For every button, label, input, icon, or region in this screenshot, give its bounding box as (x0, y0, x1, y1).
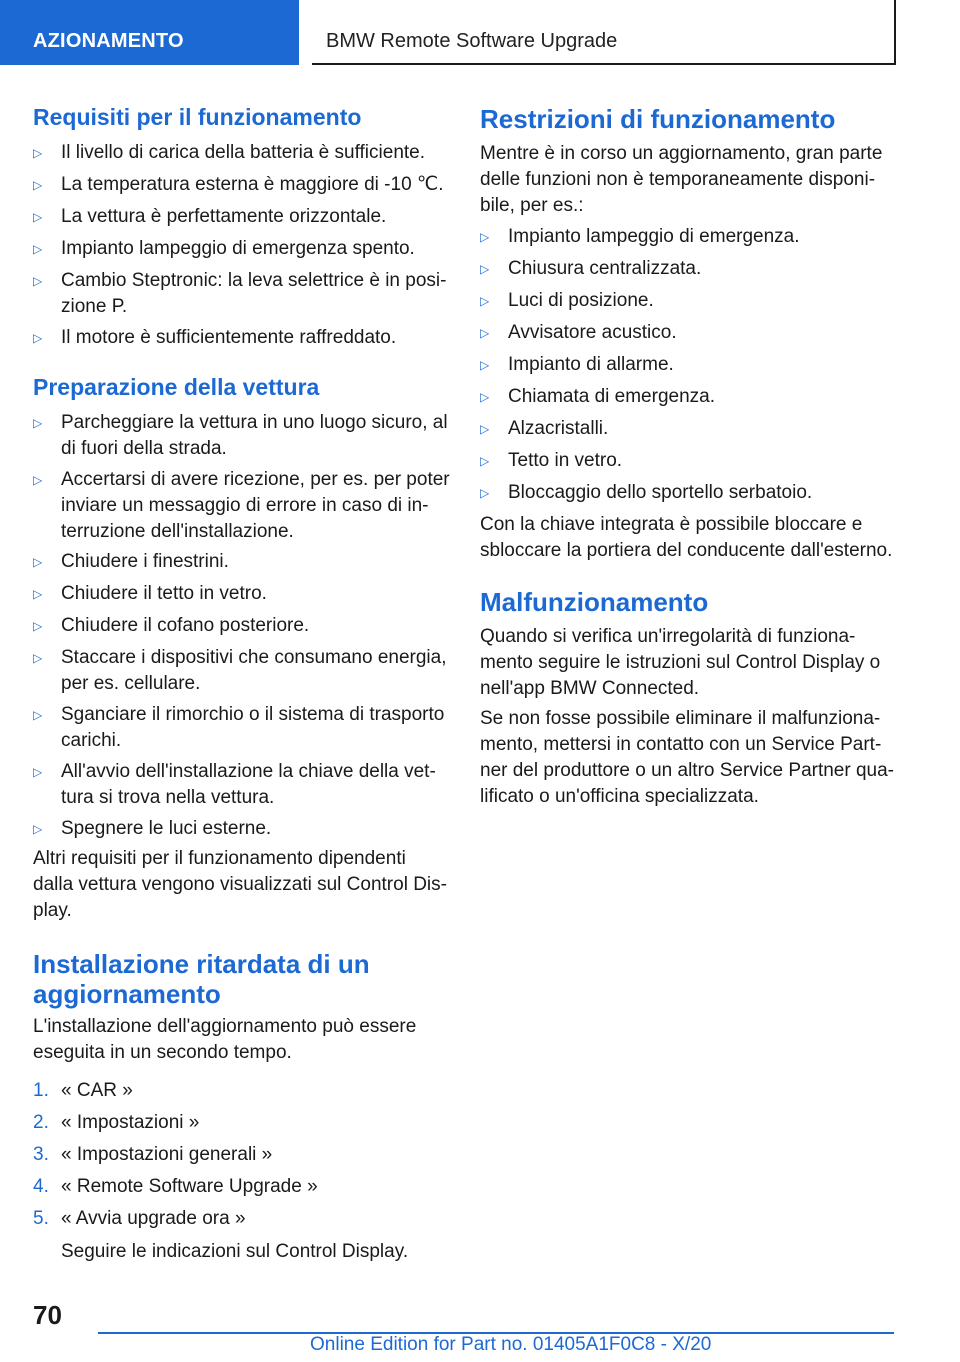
triangle-bullet-icon: ▷ (480, 358, 490, 372)
triangle-bullet-icon: ▷ (33, 178, 43, 192)
triangle-bullet-icon: ▷ (33, 555, 43, 569)
step-item: 1. « CAR » (33, 1080, 133, 1101)
list-item: ▷ All'avvio dell'installazione la chiave della vet‐ tura si trova nella vettura. (33, 761, 436, 808)
list-item: ▷ Chiudere il tetto in vetro. (33, 581, 267, 607)
list-item: ▷ Cambio Steptronic: la leva selettrice è in posi‐ zione P. (33, 270, 447, 317)
step-item: 2. « Impostazioni » (33, 1112, 200, 1133)
triangle-bullet-icon: ▷ (480, 262, 490, 276)
triangle-bullet-icon: ▷ (480, 486, 490, 500)
malfunction-heading: Malfunzionamento (480, 587, 709, 617)
page-number: 70 (33, 1300, 62, 1330)
triangle-bullet-icon: ▷ (33, 242, 43, 256)
triangle-bullet-icon: ▷ (33, 765, 43, 779)
restrictions-note: Con la chiave integrata è possibile bloccare e sbloccare la portiera del conducente dall'esterno. (480, 514, 893, 561)
list-item: ▷ Accertarsi di avere ricezione, per es. per poter inviare un messaggio di errore in caso di in‐ terruzione dell'installazione. (33, 469, 450, 542)
preparation-heading: Preparazione della vettura (33, 374, 320, 400)
list-item: ▷ La temperatura esterna è maggiore di -10 ℃. (33, 172, 444, 198)
footer-edition: Online Edition for Part no. 01405A1F0C8 - X/20 (310, 1334, 712, 1355)
chapter-title: BMW Remote Software Upgrade (312, 0, 896, 65)
step-item: 4. « Remote Software Upgrade » (33, 1176, 318, 1197)
list-item: ▷ Impianto lampeggio di emergenza spento. (33, 236, 415, 262)
step-item: 3. « Impostazioni generali » (33, 1144, 273, 1165)
malfunction-paragraph-1: Quando si verifica un'irregolarità di funziona‐ mento seguire le istruzioni sul Control Display o nell'app BMW Connected. (480, 626, 881, 699)
list-item: ▷ Tetto in vetro. (480, 448, 622, 474)
list-item: ▷ Chiusura centralizzata. (480, 256, 701, 282)
preparation-note: Altri requisiti per il funzionamento dipendenti dalla vettura vengono visualizzati sul Control Dis‐ play. (33, 848, 447, 921)
step-item: 5. « Avvia upgrade ora » (33, 1208, 246, 1229)
triangle-bullet-icon: ▷ (480, 422, 490, 436)
list-item: ▷ Avvisatore acustico. (480, 320, 677, 346)
triangle-bullet-icon: ▷ (33, 587, 43, 601)
delayed-install-heading: Installazione ritardata di un aggiornamento (33, 949, 370, 1009)
list-item: ▷ Chiudere il cofano posteriore. (33, 613, 309, 639)
triangle-bullet-icon: ▷ (480, 294, 490, 308)
list-item: ▷ Impianto di allarme. (480, 352, 674, 378)
list-item: ▷ Staccare i dispositivi che consumano energia, per es. cellulare. (33, 647, 447, 694)
restrictions-heading: Restrizioni di funzionamento (480, 104, 836, 134)
requirements-heading: Requisiti per il funzionamento (33, 104, 362, 130)
list-item: ▷ Spegnere le luci esterne. (33, 816, 271, 842)
step-followup: Seguire le indicazioni sul Control Display. (61, 1241, 409, 1262)
triangle-bullet-icon: ▷ (33, 146, 43, 160)
malfunction-paragraph-2: Se non fosse possibile eliminare il malfunziona‐ mento, mettersi in contatto con un Service Part‐ ner del produttore o un altro Service Partner qua‐ lificato o un'officina specializzata. (480, 708, 895, 807)
list-item: ▷ Bloccaggio dello sportello serbatoio. (480, 480, 812, 506)
triangle-bullet-icon: ▷ (480, 230, 490, 244)
list-item: ▷ Il motore è sufficientemente raffreddato. (33, 325, 396, 351)
restrictions-intro: Mentre è in corso un aggiornamento, gran parte delle funzioni non è temporaneamente disponi‐ bile, per es.: (480, 143, 883, 216)
triangle-bullet-icon: ▷ (33, 651, 43, 665)
list-item: ▷ Il livello di carica della batteria è sufficiente. (33, 140, 425, 166)
triangle-bullet-icon: ▷ (33, 416, 43, 430)
triangle-bullet-icon: ▷ (480, 390, 490, 404)
triangle-bullet-icon: ▷ (33, 274, 43, 288)
list-item: ▷ Chiamata di emergenza. (480, 384, 715, 410)
triangle-bullet-icon: ▷ (33, 708, 43, 722)
list-item: ▷ Parcheggiare la vettura in uno luogo sicuro, al di fuori della strada. (33, 412, 448, 459)
list-item: ▷ Chiudere i finestrini. (33, 549, 229, 575)
list-item: ▷ Luci di posizione. (480, 288, 654, 314)
section-tab: AZIONAMENTO (0, 0, 299, 65)
triangle-bullet-icon: ▷ (480, 326, 490, 340)
triangle-bullet-icon: ▷ (33, 331, 43, 345)
triangle-bullet-icon: ▷ (33, 822, 43, 836)
list-item: ▷ Sganciare il rimorchio o il sistema di trasporto carichi. (33, 704, 445, 751)
triangle-bullet-icon: ▷ (33, 473, 43, 487)
triangle-bullet-icon: ▷ (33, 210, 43, 224)
delayed-install-intro: L'installazione dell'aggiornamento può essere eseguita in un secondo tempo. (33, 1016, 417, 1063)
list-item: ▷ Alzacristalli. (480, 416, 608, 442)
list-item: ▷ Impianto lampeggio di emergenza. (480, 224, 800, 250)
triangle-bullet-icon: ▷ (33, 619, 43, 633)
triangle-bullet-icon: ▷ (480, 454, 490, 468)
list-item: ▷ La vettura è perfettamente orizzontale. (33, 204, 386, 230)
